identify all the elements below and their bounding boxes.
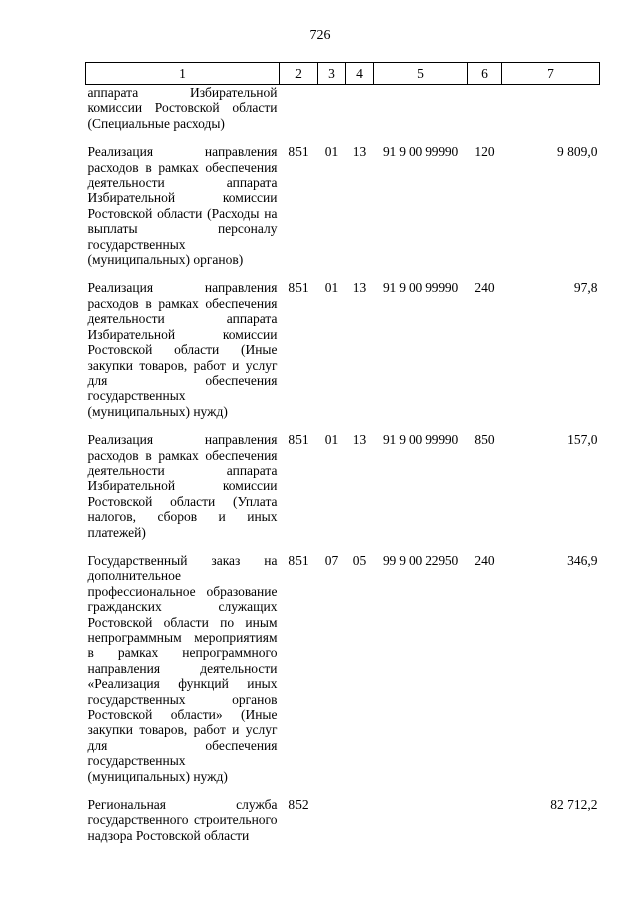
table-row — [86, 432, 600, 553]
row-code-5 — [374, 797, 468, 856]
row-code-2: 851 — [288, 280, 309, 296]
table-row — [86, 280, 600, 432]
col-header-4: 4 — [346, 63, 374, 85]
row-code-3 — [318, 85, 346, 145]
row-amount — [502, 85, 600, 145]
row-code-2: 852 — [288, 797, 309, 813]
table-row — [86, 144, 600, 280]
row-code-3 — [318, 797, 346, 856]
row-amount: 82 712,2 — [550, 797, 598, 813]
row-code-2 — [280, 85, 318, 145]
row-code-4: 05 — [352, 552, 367, 568]
row-code-3: 01 — [324, 432, 339, 448]
row-code-3: 01 — [324, 144, 339, 160]
row-code-4 — [346, 85, 374, 145]
row-description: Реализация направления расходов в рамках обеспечения деятельности аппарата Избирательной комиссии Ростовской области (Иные закупки товаров, работ и услуг для обеспечения государственных (муниципальных) нужд) — [87, 280, 278, 419]
row-description: Реализация направления расходов в рамках обеспечения деятельности аппарата Избирательной комиссии Ростовской области (Расходы на выплаты персоналу государственных (муниципальных) органов) — [87, 144, 278, 268]
row-code-2: 851 — [288, 432, 309, 448]
row-code-6 — [468, 797, 502, 856]
row-code-3: 01 — [324, 280, 339, 296]
table-row — [86, 85, 600, 145]
table-row — [86, 797, 600, 856]
row-description: Реализация направления расходов в рамках обеспечения деятельности аппарата Избирательной комиссии Ростовской области (Уплата налогов, сборов и иных платежей) — [87, 432, 278, 540]
row-code-4: 13 — [352, 432, 367, 448]
row-description: аппарата Избирательной комиссии Ростовской области (Специальные расходы) — [87, 85, 278, 131]
row-code-6: 120 — [474, 144, 495, 160]
budget-table — [85, 62, 600, 856]
row-code-2: 851 — [288, 552, 309, 568]
row-code-4: 13 — [352, 280, 367, 296]
row-description: Региональная служба государственного строительного надзора Ростовской области — [87, 797, 278, 843]
table-row — [86, 553, 600, 797]
col-header-3: 3 — [318, 63, 346, 85]
row-code-6: 850 — [474, 432, 495, 448]
row-description: Государственный заказ на дополнительное профессиональное образование гражданских служащих Ростовской области по иным непрограммным мероприятиям в рамках непрограммного направления деятельности «Реализация функций иных государственных органов Ростовской области» (Иные закупки товаров, работ и услуг для обеспечения государственных (муниципальных) нужд) — [87, 552, 278, 784]
header-row — [86, 63, 600, 85]
row-code-6: 240 — [474, 552, 495, 568]
row-code-4: 13 — [352, 144, 367, 160]
row-code-5: 91 9 00 99990 — [382, 280, 459, 296]
row-code-3: 07 — [324, 552, 339, 568]
row-code-6 — [468, 85, 502, 145]
col-header-5: 5 — [374, 63, 468, 85]
row-amount: 97,8 — [573, 280, 598, 296]
row-code-6: 240 — [474, 280, 495, 296]
row-code-5: 91 9 00 99990 — [382, 144, 459, 160]
row-code-2: 851 — [288, 144, 309, 160]
page-number: 726 — [309, 28, 331, 43]
col-header-2: 2 — [280, 63, 318, 85]
row-code-5: 99 9 00 22950 — [382, 552, 459, 568]
col-header-1: 1 — [86, 63, 280, 85]
row-code-4 — [346, 797, 374, 856]
row-code-5: 91 9 00 99990 — [382, 432, 459, 448]
row-code-5 — [374, 85, 468, 145]
col-header-6: 6 — [468, 63, 502, 85]
row-amount: 346,9 — [567, 552, 598, 568]
col-header-7: 7 — [502, 63, 600, 85]
row-amount: 157,0 — [567, 432, 598, 448]
row-amount: 9 809,0 — [557, 144, 598, 160]
